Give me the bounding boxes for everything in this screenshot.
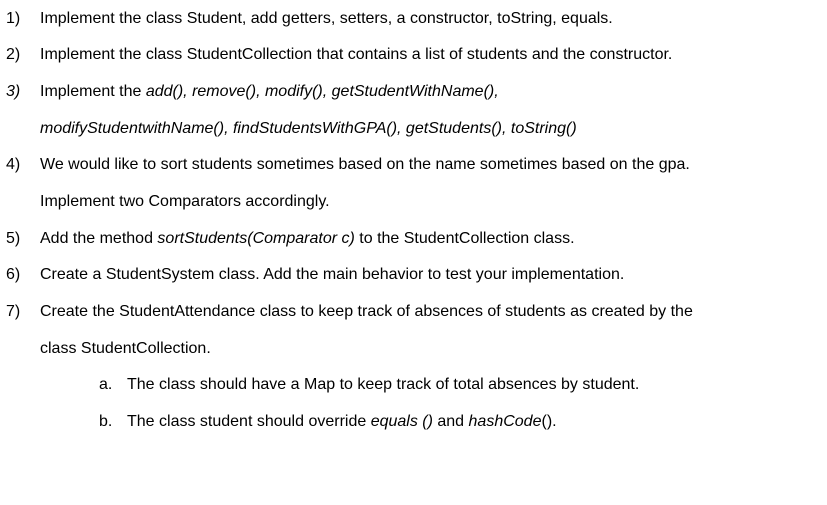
item-text-continuation: Implement two Comparators accordingly. <box>40 193 330 210</box>
item-text-continuation: class StudentCollection. <box>40 340 211 357</box>
item-text-continuation: modifyStudentwithName(), findStudentsWithGPA(), getStudents(), toString() <box>40 120 577 137</box>
item-number: 5) <box>6 230 21 247</box>
sub-item-letter: b. <box>99 413 113 430</box>
item-text: Add the method sortStudents(Comparator c) to the StudentCollection class. <box>40 230 575 247</box>
item-text: We would like to sort students sometimes based on the name sometimes based on the gpa. <box>40 156 690 173</box>
item-number: 6) <box>6 266 21 283</box>
sub-item-text: The class should have a Map to keep track of total absences by student. <box>127 376 640 393</box>
item-text: Create a StudentSystem class. Add the main behavior to test your implementation. <box>40 266 625 283</box>
item-number: 2) <box>6 46 21 63</box>
sub-item-letter: a. <box>99 376 113 393</box>
item-text: Implement the add(), remove(), modify(), getStudentWithName(), <box>40 83 499 100</box>
item-number: 3) <box>6 83 21 100</box>
item-text: Create the StudentAttendance class to keep track of absences of students as created by the <box>40 303 693 320</box>
sub-item-text: The class student should override equals () and hashCode(). <box>127 413 557 430</box>
item-number: 4) <box>6 156 21 173</box>
item-text: Implement the class Student, add getters, setters, a constructor, toString, equals. <box>40 10 613 27</box>
item-number: 7) <box>6 303 21 320</box>
item-text: Implement the class StudentCollection that contains a list of students and the constructor. <box>40 46 673 63</box>
item-number: 1) <box>6 10 21 27</box>
